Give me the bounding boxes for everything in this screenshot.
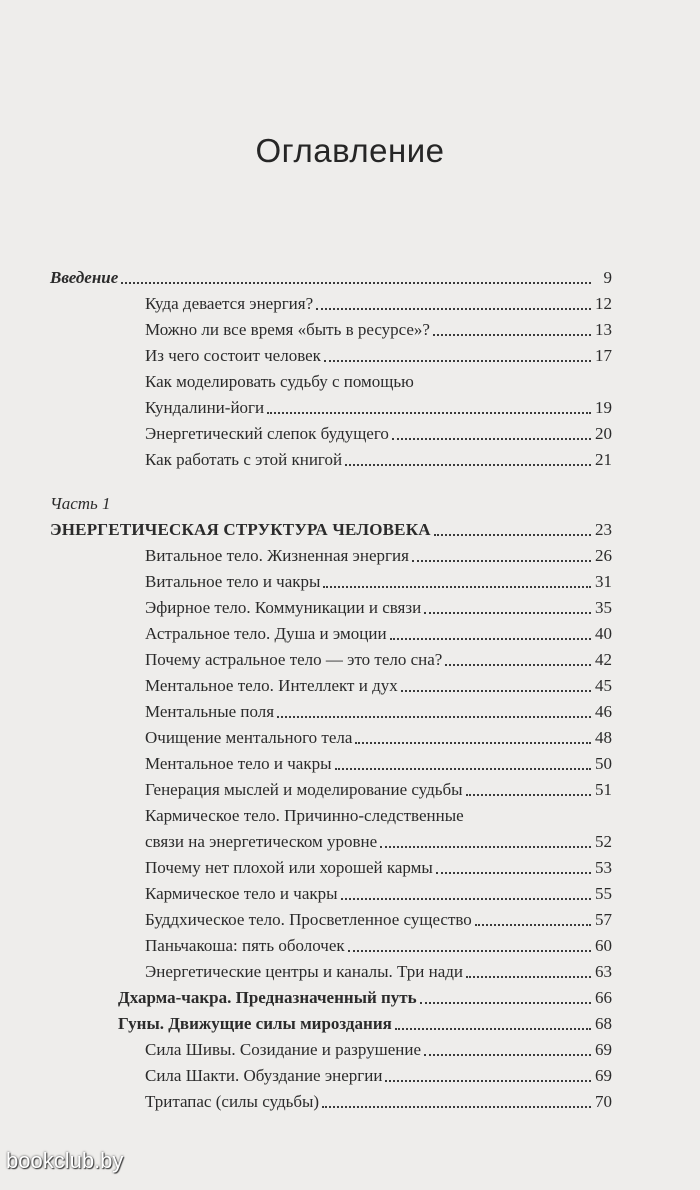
toc-page-number: 69 <box>595 1066 612 1085</box>
dot-leader <box>324 360 591 362</box>
toc-entry[interactable] <box>145 1060 612 1086</box>
toc-entry[interactable] <box>145 340 612 366</box>
toc-page-number: 40 <box>595 624 612 643</box>
toc-entry-title: Энергетический слепок будущего <box>145 424 389 443</box>
toc-entry[interactable] <box>145 592 612 618</box>
toc-entry-section[interactable] <box>118 1008 612 1034</box>
dot-leader <box>412 560 591 562</box>
toc-page-number: 45 <box>595 676 612 695</box>
toc-entry-title: Ментальные поля <box>145 702 275 721</box>
toc-page-number: 17 <box>595 346 612 365</box>
toc-entry[interactable] <box>145 956 612 982</box>
toc-page-number: 70 <box>595 1092 612 1111</box>
toc-entry-title: Почему нет плохой или хорошей кармы <box>145 858 433 877</box>
toc-entry[interactable] <box>145 314 612 340</box>
dot-leader <box>345 464 591 466</box>
dot-leader <box>277 716 591 718</box>
toc-entry-title: Ментальное тело. Интеллект и дух <box>145 676 398 695</box>
toc-entry-line <box>145 366 414 392</box>
dot-leader <box>466 976 591 978</box>
dot-leader <box>445 664 591 666</box>
toc-page-number: 19 <box>595 398 612 417</box>
toc-page-number: 21 <box>595 450 612 469</box>
toc-page-number: 42 <box>595 650 612 669</box>
toc-entry-title: Ментальное тело и чакры <box>145 754 332 773</box>
dot-leader <box>395 1028 591 1030</box>
toc-entry[interactable] <box>145 540 612 566</box>
dot-leader <box>322 1106 591 1108</box>
toc-entry-title: Кармическое тело. Причинно-следственные <box>145 806 464 825</box>
dot-leader <box>433 334 591 336</box>
dot-leader <box>434 534 591 536</box>
toc-entry-title: Витальное тело. Жизненная энергия <box>145 546 409 565</box>
toc-entry-title: Витальное тело и чакры <box>145 572 321 591</box>
dot-leader <box>121 282 591 284</box>
dot-leader <box>401 690 591 692</box>
toc-entry-title: Можно ли все время «быть в ресурсе»? <box>145 320 430 339</box>
toc-page-number: 51 <box>595 780 612 799</box>
toc-entry[interactable] <box>145 392 612 418</box>
toc-entry-title: Астральное тело. Душа и эмоции <box>145 624 387 643</box>
toc-entry-title: Энергетические центры и каналы. Три нади <box>145 962 464 981</box>
toc-entry-title: Куда девается энергия? <box>145 294 314 313</box>
toc-entry[interactable] <box>145 670 612 696</box>
toc-page-number: 23 <box>595 520 612 539</box>
toc-page-number: 50 <box>595 754 612 773</box>
toc-entry-title: Дхарма-чакра. Предназначенный путь <box>118 988 417 1007</box>
part-label-text: Часть 1 <box>50 494 111 513</box>
toc-entry-part-title[interactable] <box>50 514 612 540</box>
toc-entry[interactable] <box>145 1034 612 1060</box>
toc-entry[interactable] <box>145 878 612 904</box>
dot-leader <box>341 898 591 900</box>
toc-entry[interactable] <box>145 566 612 592</box>
toc-entry-title: ЭНЕРГЕТИЧЕСКАЯ СТРУКТУРА ЧЕЛОВЕКА <box>50 520 431 539</box>
dot-leader <box>475 924 591 926</box>
toc-entry-title: Паньчакоша: пять оболочек <box>145 936 345 955</box>
toc-entry-title: Как моделировать судьбу с помощью <box>145 372 414 391</box>
toc-entry[interactable] <box>145 774 612 800</box>
dot-leader <box>380 846 591 848</box>
dot-leader <box>323 586 591 588</box>
toc-entry[interactable] <box>145 618 612 644</box>
dot-leader <box>466 794 591 796</box>
toc-page-number: 63 <box>595 962 612 981</box>
toc-entry[interactable] <box>145 1086 612 1112</box>
toc-page-number: 52 <box>595 832 612 851</box>
toc-page-number: 13 <box>595 320 612 339</box>
toc-page-number: 53 <box>595 858 612 877</box>
toc-entry-title: Очищение ментального тела <box>145 728 353 747</box>
toc-entry-title: Генерация мыслей и моделирование судьбы <box>145 780 463 799</box>
toc-entry[interactable] <box>145 852 612 878</box>
toc-page-number: 57 <box>595 910 612 929</box>
toc-page-number: 60 <box>595 936 612 955</box>
dot-leader <box>385 1080 591 1082</box>
toc-entry-title: Буддхическое тело. Просветленное существо <box>145 910 472 929</box>
dot-leader <box>392 438 591 440</box>
toc-page-number: 48 <box>595 728 612 747</box>
part-label <box>50 488 111 514</box>
toc-entry-title: Введение <box>50 268 119 287</box>
toc-entry[interactable] <box>145 748 612 774</box>
dot-leader <box>267 412 591 414</box>
toc-entry-title: Эфирное тело. Коммуникации и связи <box>145 598 422 617</box>
toc-entry[interactable] <box>145 288 612 314</box>
dot-leader <box>420 1002 591 1004</box>
toc-page-number: 55 <box>595 884 612 903</box>
toc-entry-title: Сила Шакти. Обуздание энергии <box>145 1066 383 1085</box>
dot-leader <box>316 308 591 310</box>
dot-leader <box>355 742 591 744</box>
toc-page-number: 66 <box>595 988 612 1007</box>
toc-entry-line <box>145 800 464 826</box>
toc-entry-title: Почему астральное тело — это тело сна? <box>145 650 443 669</box>
dot-leader <box>436 872 591 874</box>
toc-entry[interactable] <box>145 644 612 670</box>
toc-entry[interactable] <box>145 722 612 748</box>
toc-page-number: 31 <box>595 572 612 591</box>
toc-entry-intro[interactable] <box>50 262 612 288</box>
toc-entry-section[interactable] <box>118 982 612 1008</box>
dot-leader <box>348 950 591 952</box>
toc-entry[interactable] <box>145 930 612 956</box>
toc-page-number: 12 <box>595 294 612 313</box>
toc-entry-title-cont: связи на энергетическом уровне <box>145 832 378 851</box>
toc-entry-title-cont: Кундалини-йоги <box>145 398 265 417</box>
toc-entry[interactable] <box>145 904 612 930</box>
toc-page-number: 46 <box>595 702 612 721</box>
dot-leader <box>424 612 591 614</box>
toc-page-number: 68 <box>595 1014 612 1033</box>
toc-page-number: 9 <box>603 268 612 287</box>
dot-leader <box>390 638 591 640</box>
toc-entry-title: Из чего состоит человек <box>145 346 321 365</box>
toc-entry-title: Кармическое тело и чакры <box>145 884 338 903</box>
toc-entry[interactable] <box>145 826 612 852</box>
toc-entry-title: Сила Шивы. Созидание и разрушение <box>145 1040 422 1059</box>
toc-entry[interactable] <box>145 444 612 470</box>
dot-leader <box>424 1054 591 1056</box>
watermark: bookclub.by <box>6 1148 124 1173</box>
toc-page-number: 69 <box>595 1040 612 1059</box>
toc-entry-title: Тритапас (силы судьбы) <box>145 1092 320 1111</box>
toc-page-number: 35 <box>595 598 612 617</box>
toc-page-number: 26 <box>595 546 612 565</box>
toc-entry[interactable] <box>145 696 612 722</box>
toc-entry-title: Гуны. Движущие силы мироздания <box>118 1014 392 1033</box>
page-title: Оглавление <box>255 132 445 169</box>
toc-entry[interactable] <box>145 418 612 444</box>
toc-page-number: 20 <box>595 424 612 443</box>
toc-entry-title: Как работать с этой книгой <box>145 450 343 469</box>
dot-leader <box>335 768 591 770</box>
